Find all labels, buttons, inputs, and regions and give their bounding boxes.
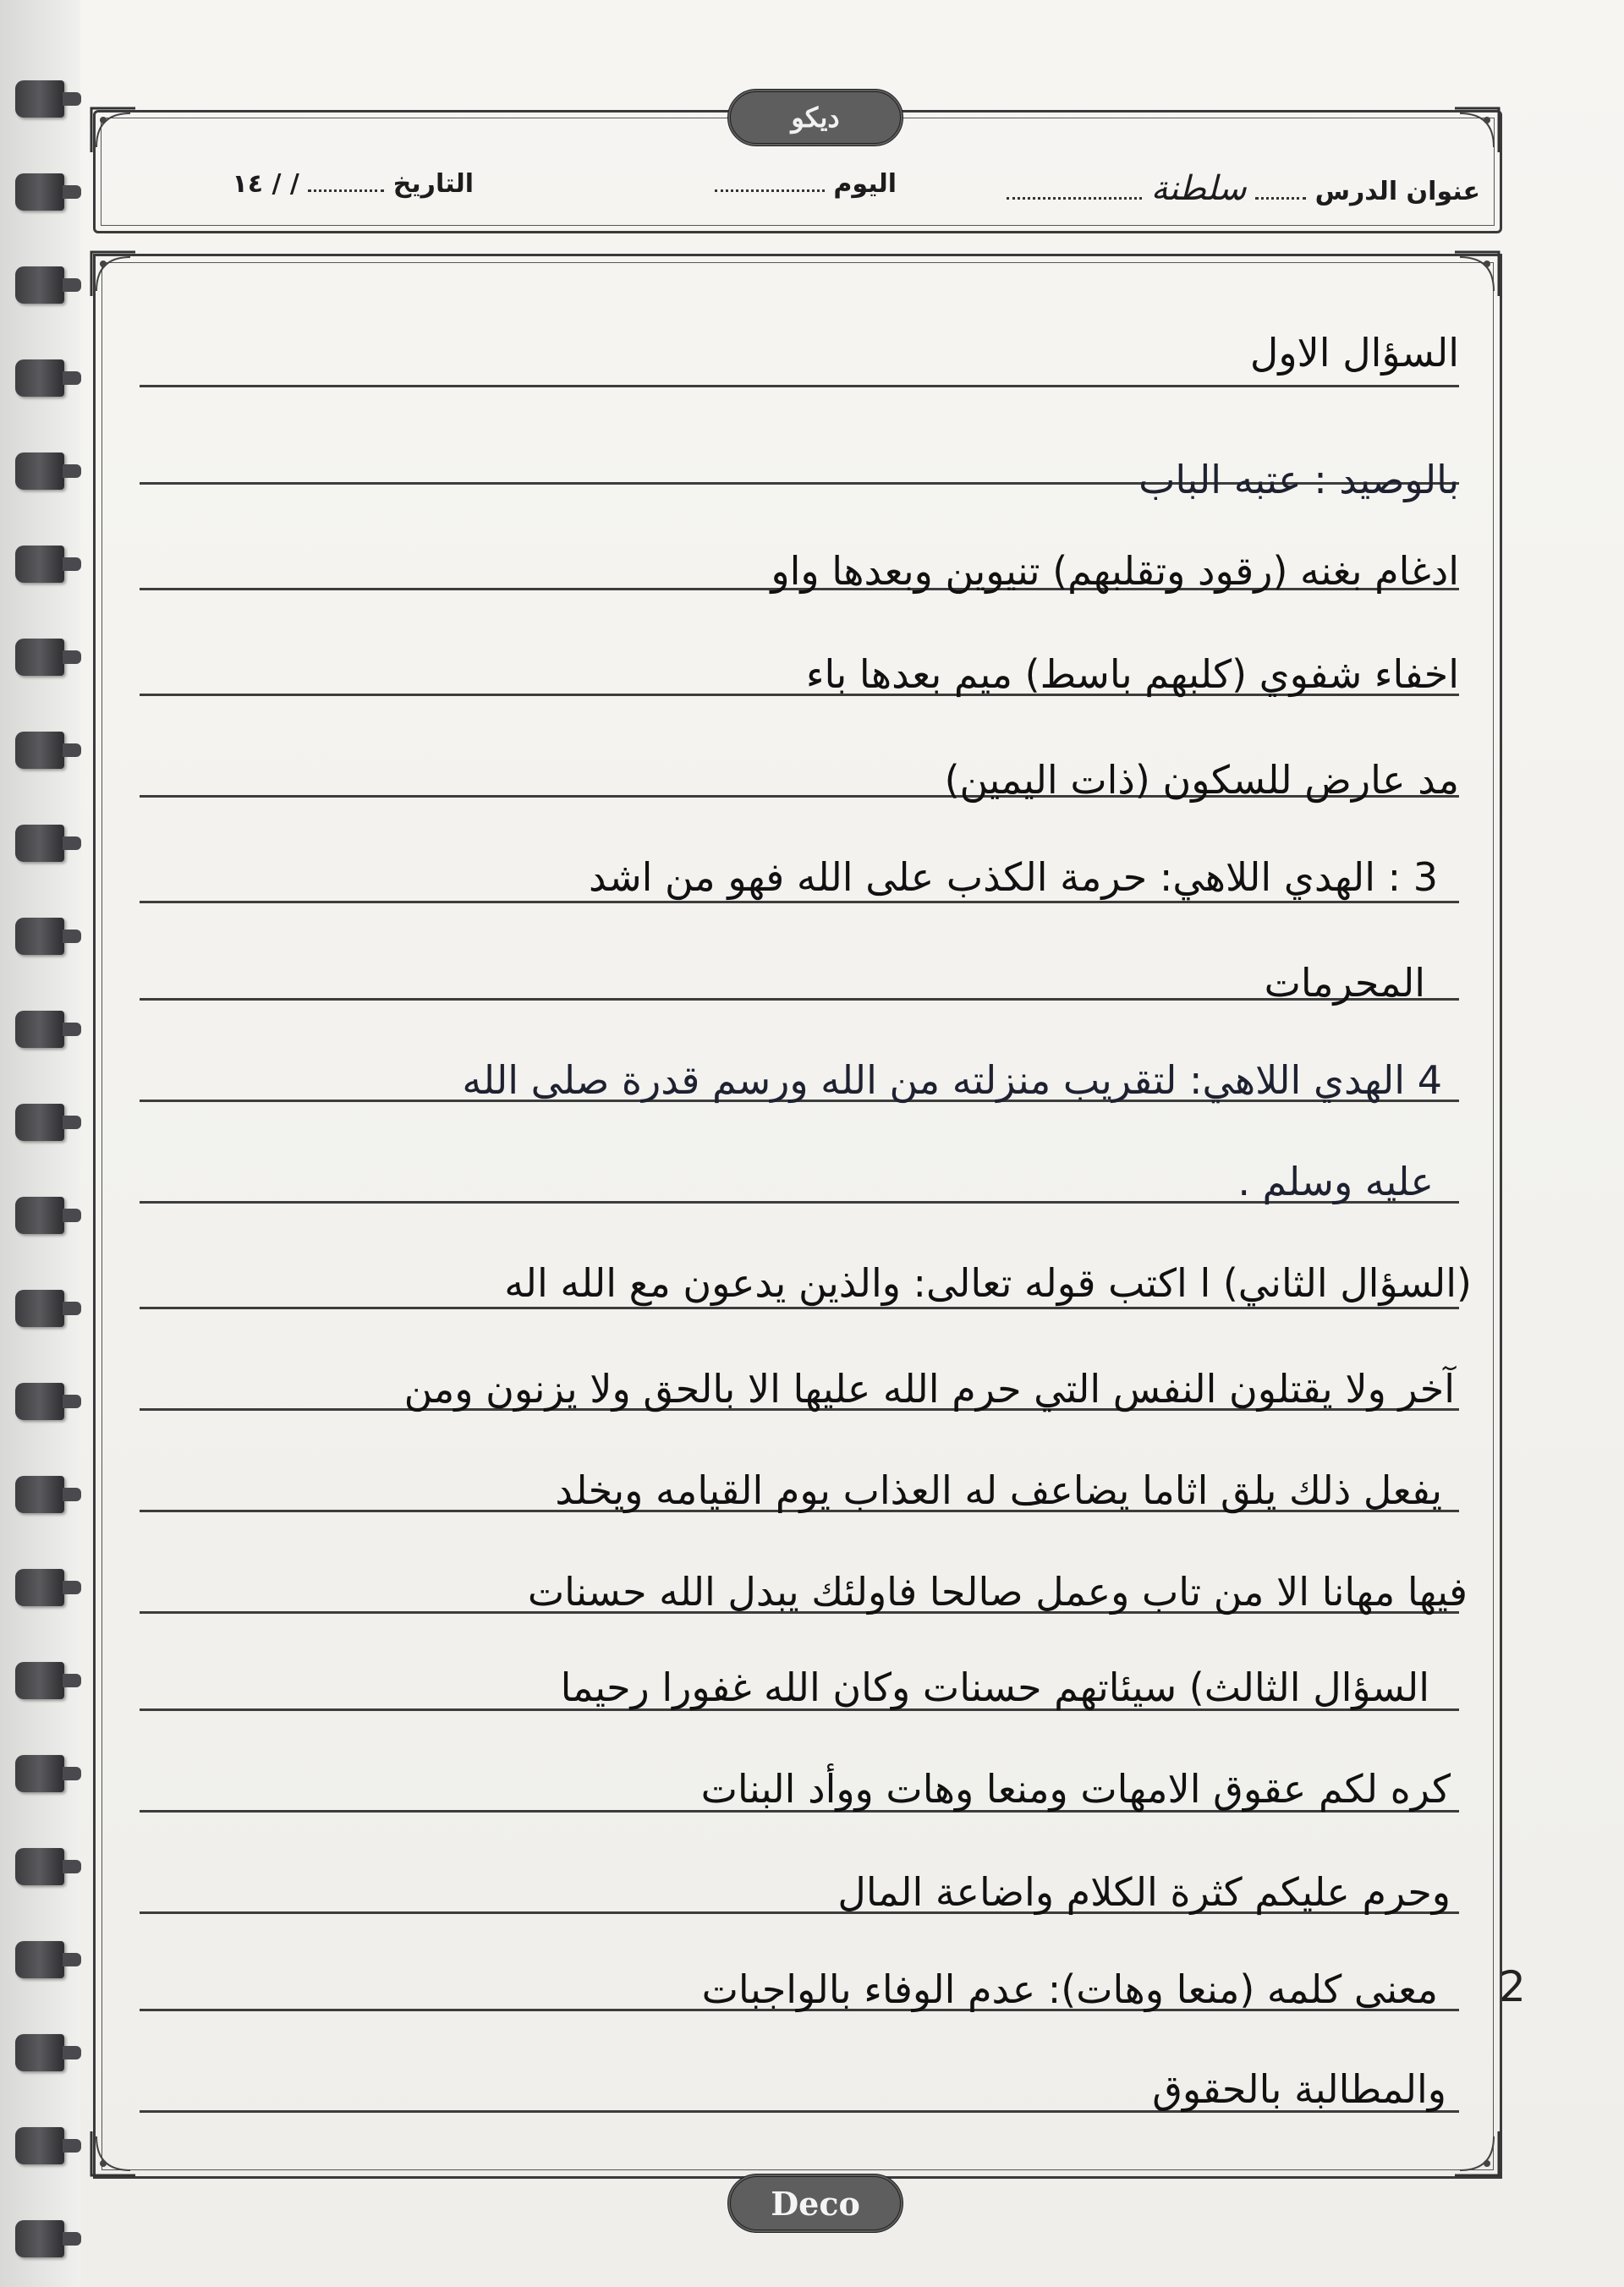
binding-ring — [15, 1383, 64, 1420]
day-label: اليوم — [833, 169, 897, 199]
day-field — [715, 169, 897, 203]
handwritten-line: اخفاء شفوي (كلبهم باسط) ميم بعدها باء — [805, 651, 1459, 697]
handwritten-line: كره لكم عقوق الامهات ومنعا وهات ووأد البنات — [700, 1766, 1451, 1812]
lesson-title-value: سلطنة — [1150, 169, 1247, 208]
handwritten-line: (السؤال الثاني) ا اكتب قوله تعالى: والذين يدعون مع الله اله — [504, 1260, 1472, 1306]
binding-ring — [15, 825, 64, 862]
binding-ring — [15, 1104, 64, 1141]
binding-ring — [15, 80, 64, 118]
binding-ring — [15, 639, 64, 676]
handwritten-line: السؤال الاول — [1249, 330, 1459, 376]
binding-ring — [15, 546, 64, 583]
binding-ring — [15, 1941, 64, 1978]
binding-ring — [15, 173, 64, 211]
lesson-title-label: عنوان الدرس — [1314, 177, 1480, 206]
binding-ring — [15, 918, 64, 955]
ruled-line — [140, 901, 1459, 903]
binding-ring — [15, 1569, 64, 1606]
spiral-binding — [0, 0, 80, 2287]
binding-ring — [15, 1197, 64, 1234]
footer-brand-text: Deco — [771, 2184, 860, 2223]
ornament-corner-icon — [1451, 2128, 1502, 2179]
handwritten-line: مد عارض للسكون (ذات اليمين) — [944, 757, 1459, 803]
binding-ring — [15, 266, 64, 304]
binding-ring — [15, 2127, 64, 2164]
binding-ring — [15, 1755, 64, 1792]
binding-ring — [15, 452, 64, 490]
date-field — [232, 169, 474, 203]
brand-logo-text: ديكو — [791, 101, 840, 134]
binding-ring — [15, 1476, 64, 1513]
handwritten-line: يفعل ذلك يلق اثاما يضاعف له العذاب يوم القيامه ويخلد — [555, 1467, 1442, 1513]
handwritten-line: بالوصيد : عتبه الباب — [1138, 457, 1459, 502]
ruled-line — [140, 385, 1459, 387]
handwritten-line: عليه وسلم . — [1237, 1159, 1434, 1204]
handwritten-line: آخر ولا يقتلون النفس التي حرم الله عليها الا بالحق ولا يزنون ومن — [403, 1366, 1455, 1412]
ornament-corner-icon — [88, 249, 139, 299]
handwritten-line: 3 : الهدي اللاهي: حرمة الكذب على الله فهو من اشد — [588, 854, 1438, 900]
handwritten-line: والمطالبة بالحقوق — [1152, 2066, 1446, 2112]
date-label: التاريخ — [392, 169, 474, 199]
ornament-corner-icon — [88, 2128, 139, 2179]
handwritten-line: معنى كلمه (منعا وهات): عدم الوفاء بالواجبات — [701, 1966, 1438, 2012]
footer-brand-logo — [727, 2174, 903, 2233]
binding-ring — [15, 1290, 64, 1327]
margin-number: 2 — [1499, 1962, 1526, 2011]
handwritten-line: ادغام بغنه (رقود وتقلبهم) تنيوين وبعدها واو — [771, 548, 1459, 594]
ornament-corner-icon — [1451, 105, 1502, 156]
binding-ring — [15, 2220, 64, 2257]
binding-ring — [15, 2034, 64, 2071]
date-value: / / ١٤ — [232, 169, 299, 199]
binding-ring — [15, 1011, 64, 1048]
binding-ring — [15, 732, 64, 769]
handwritten-line: فيها مهانا الا من تاب وعمل صالحا فاولئك يبدل الله حسنات — [527, 1569, 1468, 1615]
handwritten-line: المحرمات — [1264, 960, 1425, 1006]
lesson-title-field — [1007, 169, 1480, 208]
binding-ring — [15, 1848, 64, 1885]
handwritten-line: السؤال الثالث) سيئاتهم حسنات وكان الله غفورا رحيما — [560, 1665, 1429, 1710]
binding-ring — [15, 359, 64, 397]
handwritten-line: 4 الهدي اللاهي: لتقريب منزلته من الله ورسم قدرة صلى الله — [462, 1057, 1442, 1103]
ornament-corner-icon — [1451, 249, 1502, 299]
binding-ring — [15, 1662, 64, 1699]
brand-logo — [727, 89, 903, 146]
ruled-line — [140, 1307, 1459, 1309]
ornament-corner-icon — [88, 105, 139, 156]
ruled-line — [140, 998, 1459, 1001]
handwritten-line: وحرم عليكم كثرة الكلام واضاعة المال — [837, 1869, 1451, 1915]
